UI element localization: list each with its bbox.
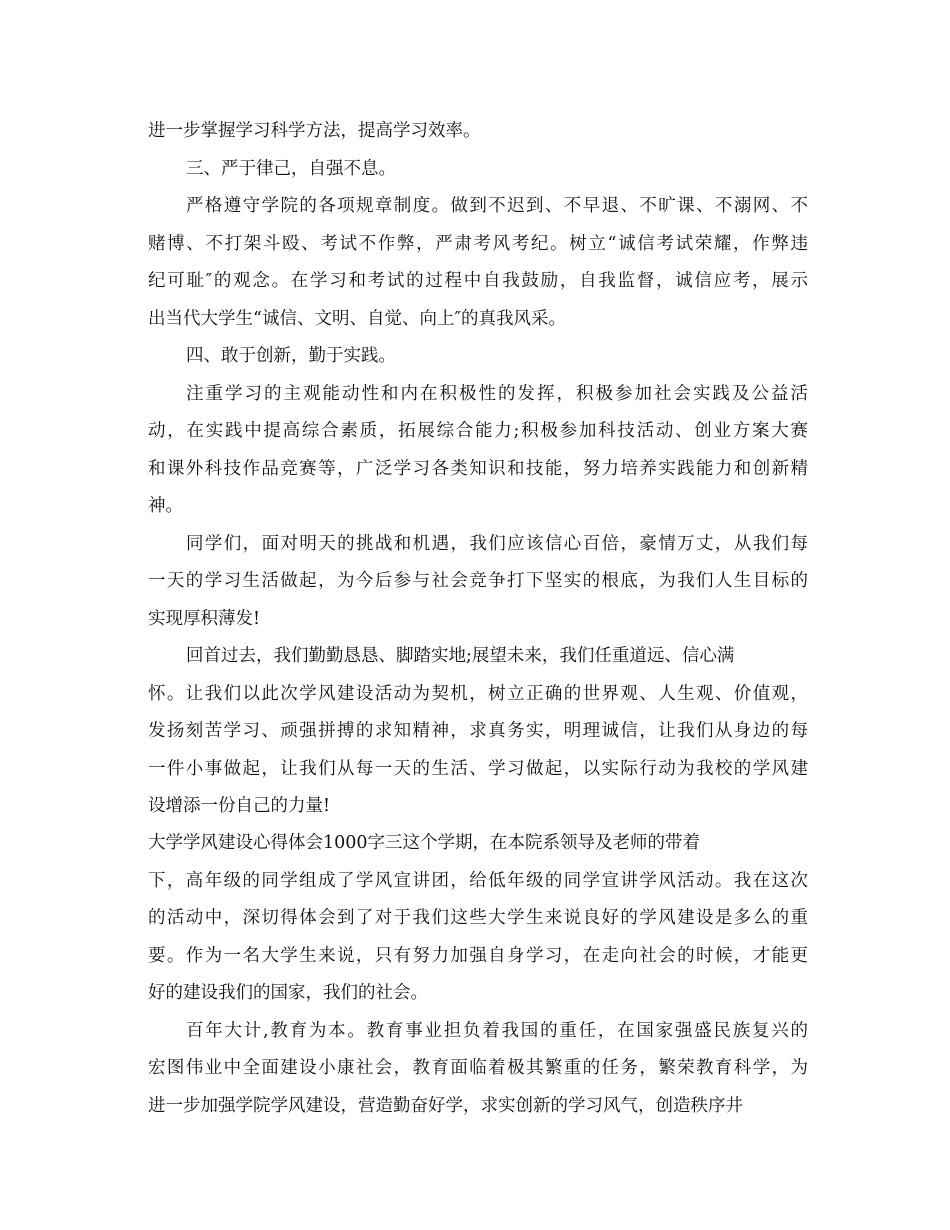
text-line: 怀。让我们以此次学风建设活动为契机，树立正确的世界观、人生观、价值观， — [148, 684, 808, 704]
text-line: 一天的学习生活做起，为今后参与社会竞争打下坚实的根底，为我们人生目标的 — [148, 571, 808, 591]
text-line: 百年大计,教育为本。教育事业担负着我国的重任，在国家强盛民族复兴的 — [186, 1021, 808, 1041]
article-heading-line — [148, 826, 808, 860]
text-line: 下，高年级的同学组成了学风宣讲团，给低年级的同学宣讲学风活动。我在这次 — [148, 871, 808, 891]
text-line: 要。作为一名大学生来说，只有努力加强自身学习，在走向社会的时候，才能更 — [148, 946, 808, 966]
text-line: 进一步加强学院学风建设，营造勤奋好学，求实创新的学习风气，创造秩序井 — [148, 1096, 743, 1116]
text-line: 好的建设我们的国家，我们的社会。 — [148, 983, 428, 1003]
text-line: 发扬刻苦学习、顽强拼搏的求知精神，求真务实，明理诚信，让我们从身边的每 — [148, 721, 808, 741]
text-line: 赌博、不打架斗殴、考试不作弊，严肃考风考纪。树立“诚信考试荣耀，作弊违 — [148, 234, 808, 254]
section-heading-4: 四、敢于创新，勤于实践。 — [186, 346, 396, 366]
text-line: 神。 — [148, 496, 183, 516]
text-line: 出当代大学生“诚信、文明、自觉、向上″的真我风采。 — [148, 309, 566, 329]
text-line: 的活动中，深切得体会到了对于我们这些大学生来说良好的学风建设是多么的重 — [148, 908, 808, 928]
text-line: 一件小事做起，让我们从每一天的生活、学习做起，以实际行动为我校的学风建 — [148, 759, 808, 779]
text-line: 进一步掌握学习科学方法，提高学习效率。 — [148, 121, 481, 141]
text-line: 和课外科技作品竞赛等，广泛学习各类知识和技能，努力培养实践能力和创新精 — [148, 459, 808, 479]
text-line: 动，在实践中提高综合素质，拓展综合能力;积极参加科技活动、创业方案大赛 — [148, 421, 808, 441]
text-line: 这个学期，在本院系领导及老师的带着 — [402, 833, 701, 853]
text-line: 实现厚积薄发! — [148, 609, 261, 629]
text-line: 设增添一份自己的力量! — [148, 796, 331, 816]
text-line: 同学们，面对明天的挑战和机遇，我们应该信心百倍，豪情万丈，从我们每 — [186, 534, 808, 554]
section-heading-3: 三、严于律己，自强不息。 — [186, 159, 396, 179]
text-line: 宏图伟业中全面建设小康社会，教育面临着极其繁重的任务，繁荣教育科学，为 — [148, 1058, 808, 1078]
text-line: 回首过去，我们勤勤恳恳、脚踏实地;展望未来，我们任重道远、信心满 — [186, 646, 735, 666]
text-line: 注重学习的主观能动性和内在积极性的发挥，积极参加社会实践及公益活 — [186, 384, 808, 404]
article-title: 大学学风建设心得体会1000字三 — [148, 833, 403, 853]
text-line: 严格遵守学院的各项规章制度。做到不迟到、不早退、不旷课、不溺网、不 — [186, 196, 808, 216]
text-line: 纪可耻″的观念。在学习和考试的过程中自我鼓励，自我监督，诚信应考，展示 — [148, 271, 808, 291]
